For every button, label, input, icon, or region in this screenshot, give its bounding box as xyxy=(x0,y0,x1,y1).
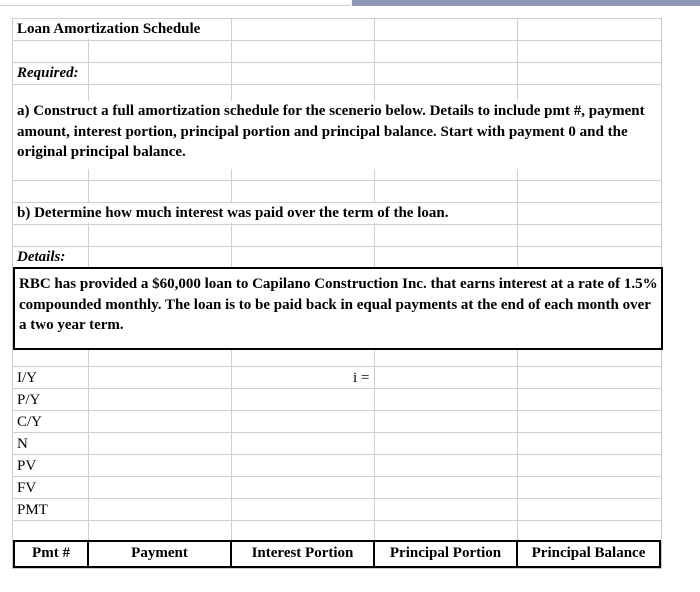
details-text: RBC has provided a $60,000 loan to Capilano Construction Inc. that earns interest at a rate of 1.5% compounded monthly. The loan is to be paid back in equal payments at the end of each month over a two year term. xyxy=(19,276,658,333)
header-principal-balance: Principal Balance xyxy=(518,542,661,566)
header-pmt-number: Pmt # xyxy=(13,542,89,566)
grid-line xyxy=(13,498,661,499)
grid-line xyxy=(13,388,661,389)
grid-line xyxy=(13,366,661,367)
window-top-bar-right xyxy=(352,0,700,6)
py-label: P/Y xyxy=(17,390,44,410)
spreadsheet xyxy=(12,18,662,569)
window-top-bar-left xyxy=(0,0,352,6)
header-payment: Payment xyxy=(89,542,232,566)
details-label: Details: xyxy=(17,247,69,267)
details-box xyxy=(13,267,663,350)
part-a-text: a) Construct a full amortization schedule for the scenerio below. Details to include pmt #, payment amount, interest portion, principal portion and principal balance. Start with payment 0 and the original principal balance. xyxy=(13,101,661,169)
n-label: N xyxy=(17,434,32,454)
grid-line xyxy=(13,224,661,225)
grid-line xyxy=(13,246,661,247)
grid-line xyxy=(13,180,661,181)
grid-line xyxy=(13,476,661,477)
grid-line xyxy=(13,84,661,85)
schedule-header-row xyxy=(13,540,661,568)
pv-label: PV xyxy=(17,456,40,476)
header-principal-portion: Principal Portion xyxy=(375,542,518,566)
grid-line xyxy=(13,40,661,41)
header-interest-portion: Interest Portion xyxy=(232,542,375,566)
grid-line xyxy=(13,62,661,63)
grid-line xyxy=(13,432,661,433)
grid-line xyxy=(13,520,661,521)
required-label: Required: xyxy=(17,63,83,83)
i-label: i = xyxy=(353,370,370,386)
fv-label: FV xyxy=(17,478,40,498)
pmt-label: PMT xyxy=(17,500,52,520)
sheet-title: Loan Amortization Schedule xyxy=(17,19,204,39)
grid-line xyxy=(13,454,661,455)
iy-label: I/Y xyxy=(17,368,41,388)
cy-label: C/Y xyxy=(17,412,46,432)
grid-line xyxy=(13,410,661,411)
part-b-text: b) Determine how much interest was paid over the term of the loan. xyxy=(17,203,452,223)
